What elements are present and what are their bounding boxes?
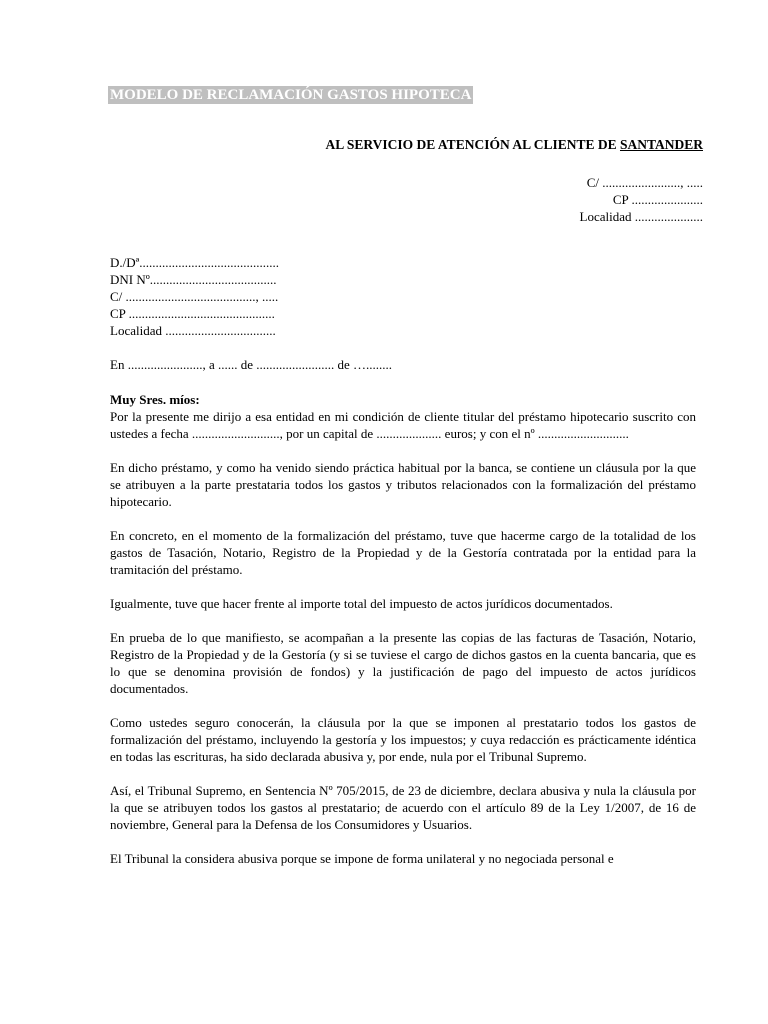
- letter-body: [110, 408, 696, 884]
- paragraph: En concreto, en el momento de la formalización del préstamo, tuve que hacerme cargo de la totalidad de los gastos de Tasación, Notario, Registro de la Propiedad y de la Gestoría contratada por la entidad para la tramitación del préstamo.: [110, 528, 696, 577]
- sender-locality-line: Localidad ..................................: [110, 323, 276, 338]
- sender-dni-line: DNI Nº.......................................: [110, 272, 277, 287]
- date-line: En ......................., a ...... de ........................ de …........: [110, 357, 393, 372]
- bank-locality-line: Localidad .....................: [579, 209, 703, 224]
- paragraph: Por la presente me dirijo a esa entidad en mi condición de cliente titular del préstamo hipotecario suscrito con ustedes a fecha ..........................., por un capital de .................... euros; y con el nº ............................: [110, 409, 696, 441]
- paragraph: En prueba de lo que manifiesto, se acompañan a la presente las copias de las facturas de Tasación, Notario, Registro de la Propiedad y de la Gestoría (y si se tuviese el cargo de dichos gastos en la cuenta bancaria, que es lo que se denomina provisión de fondos) y la justificación de pago del impuesto de actos jurídicos documentados.: [110, 630, 696, 696]
- sender-name-line: D./Dª...........................................: [110, 255, 279, 270]
- addressee-prefix: AL SERVICIO DE ATENCIÓN AL CLIENTE DE: [325, 137, 620, 152]
- sender-postcode-line: CP .............................................: [110, 306, 275, 321]
- paragraph: En dicho préstamo, y como ha venido siendo práctica habitual por la banca, se contiene un cláusula por la que se atribuyen a la parte prestataria todos los gastos y tributos relacionados con la formalización del préstamo hipotecario.: [110, 460, 696, 509]
- paragraph: Como ustedes seguro conocerán, la cláusula por la que se imponen al prestatario todos los gastos de formalización del préstamo, incluyendo la gestoría y los impuestos; y cuya redacción es prácticamente idéntica en todas las escrituras, ha sido declarada abusiva y, por ende, nula por el Tribunal Supremo.: [110, 715, 696, 764]
- bank-address-block: [580, 174, 703, 225]
- sender-block: [110, 254, 279, 339]
- addressee-heading: [326, 136, 704, 153]
- greeting: Muy Sres. míos:: [110, 392, 200, 407]
- paragraph: Así, el Tribunal Supremo, en Sentencia Nº 705/2015, de 23 de diciembre, declara abusiva y nula la cláusula por la que se atribuyen todos los gastos al prestatario; de acuerdo con el artículo 89 de la Ley 1/2007, de 16 de noviembre, General para la Defensa de los Consumidores y Usuarios.: [110, 783, 696, 832]
- addressee-bank: SANTANDER: [619, 137, 703, 152]
- bank-street-line: C/ ........................, .....: [586, 175, 703, 190]
- paragraph: El Tribunal la considera abusiva porque se impone de forma unilateral y no negociada personal e: [110, 851, 614, 866]
- bank-postcode-line: CP ......................: [612, 192, 703, 207]
- sender-street-line: C/ ........................................, .....: [110, 289, 279, 304]
- paragraph: Igualmente, tuve que hacer frente al importe total del impuesto de actos jurídicos documentados.: [110, 596, 613, 611]
- document-title: MODELO DE RECLAMACIÓN GASTOS HIPOTECA: [110, 87, 472, 103]
